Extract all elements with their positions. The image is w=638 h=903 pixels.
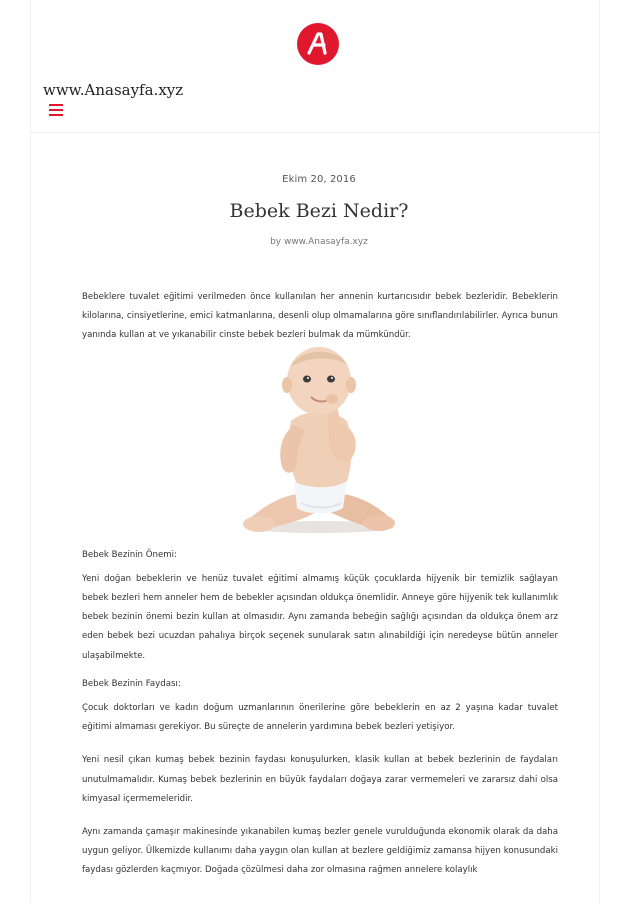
post-title: Bebek Bezi Nedir?: [229, 200, 409, 222]
post-byline[interactable]: by www.Anasayfa.xyz: [270, 237, 368, 247]
benefit-paragraph-3: Aynı zamanda çamaşır makinesinde yıkanabilen kumaş bezler genele vurulduğunda ekonomik olarak da daha uygun geliyor. Ülkemizde kullanımı daha yaygın olan kullan at bezlere geldiğimiz zamansa hijyen konusundaki faydası gözlerden kaçmıyor. Doğada çözülmesi daha zor olmasına rağmen annelere kolaylık: [82, 827, 558, 876]
hamburger-menu-icon[interactable]: [49, 104, 63, 116]
post-content: [82, 288, 558, 881]
section-heading-importance: Bebek Bezinin Önemi:: [82, 549, 177, 560]
benefit-paragraph-2: Yeni nesil çıkan kumaş bebek bezinin faydası konuşulurken, klasik kullan at bebek bezlerinin de faydaları unutulmamalıdır. Kumaş bebek bezlerinin en büyük faydaları doğaya zarar vermemeleri ve zararsız dahi olsa kimyasal içermemeleridir.: [82, 755, 558, 804]
site-logo[interactable]: [297, 23, 339, 65]
section-heading-benefit: Bebek Bezinin Faydası:: [82, 678, 181, 689]
logo-a-icon: [303, 29, 333, 59]
importance-paragraph: Yeni doğan bebeklerin ve henüz tuvalet eğitimi almamış küçük çocuklarda hijyenik bir temizlik sağlayan bebek bezleri hem anneler hem de bebekler açısından oldukça önemlidir. Anneye göre hijyenik tek kullanımlık bebek bezinin önemi bezin kullan at olmasıdır. Aynı zamanda bebeğin sağlığı açısından da oldukça önem arz eden bebek bezi ucuzdan pahalıya birçok seçenek sunularak satın alınabildiği için neredeyse bütün anneler ulaşabilmekte.: [82, 573, 558, 661]
site-name[interactable]: www.Anasayfa.xyz: [43, 81, 184, 99]
intro-paragraph: Bebeklere tuvalet eğitimi verilmeden önce kullanılan her annenin kurtarıcısıdır bebek bezleridir. Bebeklerin kilolarına, cinsiyetlerine, emici katmanlarına, desenli olup olmamalarına göre sınıflandırılabilirler. Ayrıca bunun yanında kullan at ve yıkanabilir cinste bebek bezleri bulmak da mümkündür.: [82, 292, 558, 341]
benefit-paragraph-1: Çocuk doktorları ve kadın doğum uzmanlarının önerilerine göre bebeklerin en az 2 yaşına kadar tuvalet eğitimi almaması gerekiyor. Bu süreçte de annelerin yardımına bebek bezleri yetişiyor.: [82, 703, 558, 733]
post-date[interactable]: Ekim 20, 2016: [282, 174, 356, 185]
header-divider: [31, 132, 599, 133]
